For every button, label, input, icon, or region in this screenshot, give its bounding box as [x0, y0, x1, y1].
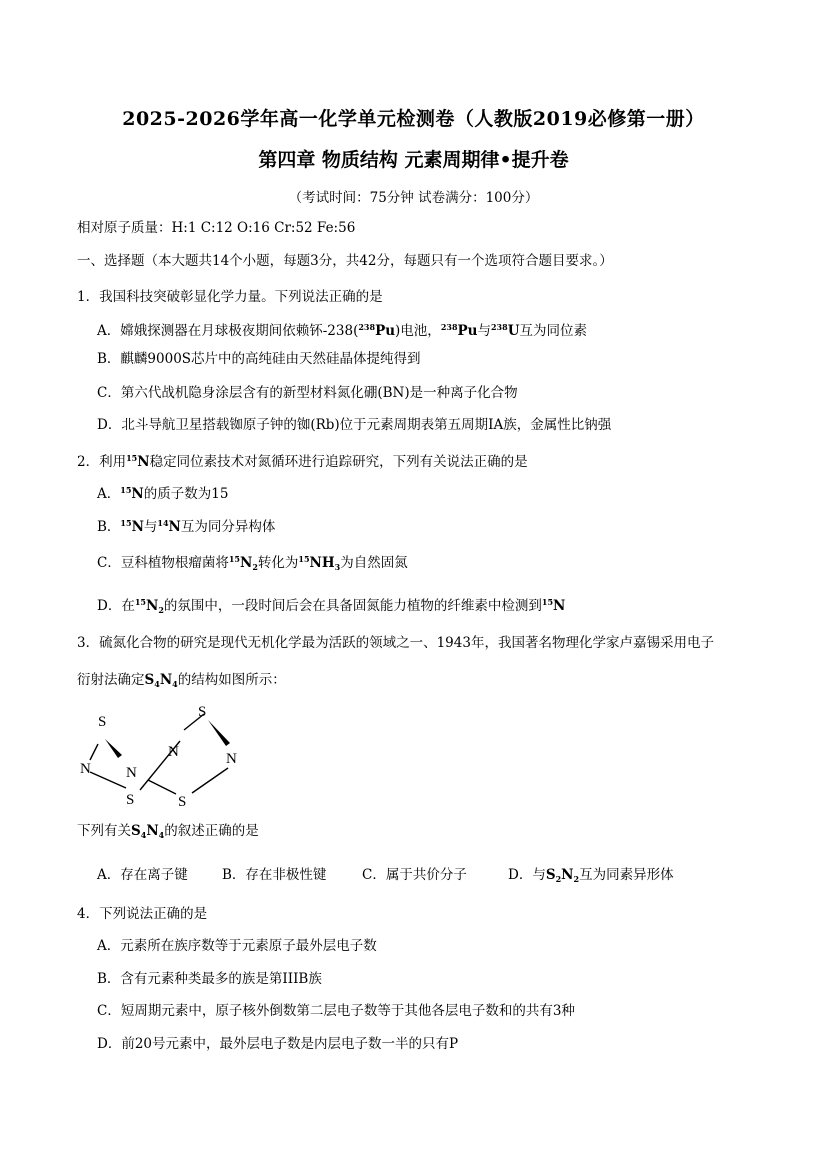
atom-n3: N [168, 744, 179, 760]
q3-stem-line1: 3．硫氮化合物的研究是现代无机化学最为活跃的领域之一、1943年，我国著名物理化学家卢嘉锡采用电子 [77, 635, 714, 651]
bond-n1-s2 [90, 772, 126, 788]
exam-title: 2025-2026学年高一化学单元检测卷（人教版2019必修第一册） [122, 108, 705, 130]
atomic-masses: 相对原子质量：H:1 C:12 O:16 Cr:52 Fe:56 [77, 220, 356, 236]
q4-option-b: B．含有元素种类最多的族是第IIIB族 [97, 971, 322, 987]
exam-subtitle: 第四章 物质结构 元素周期律•提升卷 [258, 149, 569, 171]
atom-s2: S [126, 792, 135, 808]
wedge-s1-n2 [105, 739, 122, 758]
q2-stem: 2．利用$^{15}$N稳定同位素技术对氮循环进行追踪研究，下列有关说法正确的是 [77, 453, 528, 470]
q3-stem-line2: 衍射法确定$S_4N_4$的结构如图所示： [77, 672, 286, 689]
exam-info: （考试时间：75分钟 试卷满分：100分） [288, 190, 539, 206]
q2-option-b: B．$^{15}$N与$^{14}$N互为同分异构体 [97, 518, 276, 535]
bond-n4-s4 [192, 768, 228, 793]
bond-s4-n2 [148, 780, 176, 794]
q4-option-a: A．元素所在族序数等于元素原子最外层电子数 [97, 938, 377, 954]
q4-option-d: D．前20号元素中，最外层电子数是内层电子数一半的只有P [97, 1036, 459, 1052]
atom-n4: N [226, 751, 237, 767]
q3-option-d: D．与$S_2N_2$互为同素异形体 [508, 867, 674, 884]
s4n4-structure-diagram [78, 700, 258, 812]
q4-option-c: C．短周期元素中，原子核外倒数第二层电子数等于其他各层电子数和的共有3种 [97, 1003, 575, 1019]
q1-stem: 1．我国科技突破彰显化学力量。下列说法正确的是 [77, 289, 383, 305]
q3-option-b: B．存在非极性键 [222, 867, 327, 883]
wedge-s3-n4 [208, 720, 230, 746]
section-heading: 一、选择题（本大题共14个小题，每题3分，共42分，每题只有一个选项符合题目要求。） [77, 253, 613, 269]
q1-option-c: C．第六代战机隐身涂层含有的新型材料氮化硼(BN)是一种离子化合物 [97, 385, 518, 401]
atom-s1: S [98, 714, 107, 730]
atom-s4: S [178, 794, 187, 810]
q3-option-c: C．属于共价分子 [362, 867, 467, 883]
atom-n2: N [126, 765, 137, 781]
atom-s3: S [198, 704, 207, 720]
q2-option-a: A．$^{15}$N的质子数为15 [97, 485, 229, 502]
q1-option-a: A．嫦娥探测器在月球极夜期间依赖钚-238($^{238}$Pu)电池，$^{238}$Pu与$^{238}$U互为同位素 [97, 322, 587, 339]
q3-option-a: A．存在离子键 [97, 867, 188, 883]
q3-stem-line3: 下列有关$S_4N_4$的叙述正确的是 [77, 823, 259, 840]
q4-stem: 4．下列说法正确的是 [77, 906, 208, 922]
q2-option-d: D．在$^{15}N_2$的氛围中，一段时间后会在具备固氮能力植物的纤维素中检测到$^{15}$N [97, 597, 566, 615]
q2-option-c: C．豆科植物根瘤菌将$^{15}N_2$转化为$^{15}NH_3$为自然固氮 [97, 554, 408, 572]
bond-s1-n1 [90, 744, 98, 760]
q1-option-b: B．麒麟9000S芯片中的高纯硅由天然硅晶体提纯得到 [97, 351, 421, 367]
q1-option-d: D．北斗导航卫星搭载铷原子钟的铷(Rb)位于元素周期表第五周期IA族，金属性比钠强 [97, 417, 612, 433]
atom-n1: N [80, 761, 91, 777]
